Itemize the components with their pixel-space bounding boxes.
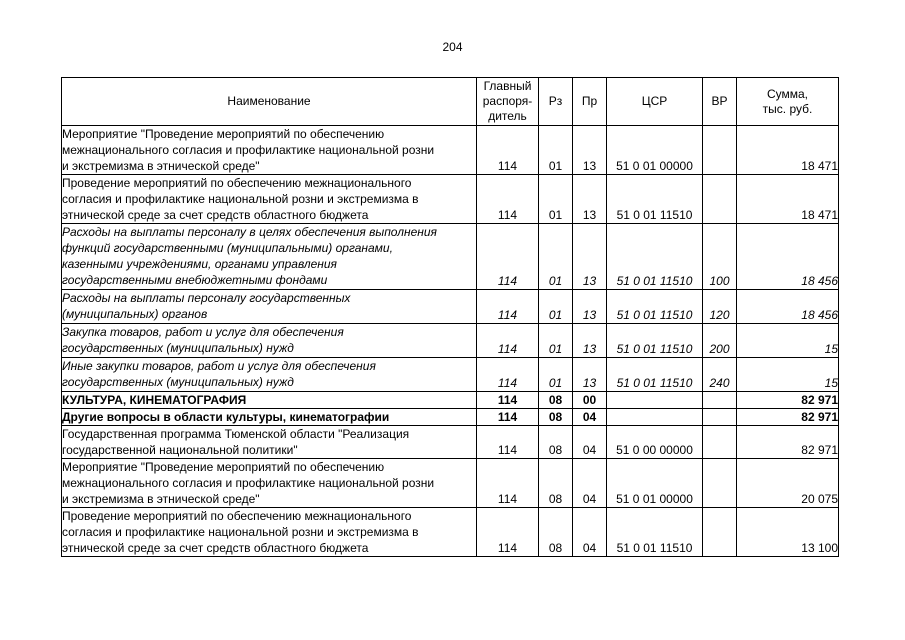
row-rz: 08	[539, 392, 573, 409]
header-row	[62, 78, 839, 126]
row-rz: 08	[539, 426, 573, 459]
row-vr	[703, 409, 737, 426]
row-name: КУЛЬТУРА, КИНЕМАТОГРАФИЯ	[62, 392, 477, 409]
row-rz: 08	[539, 409, 573, 426]
table-row	[62, 290, 839, 324]
row-vr: 100	[703, 224, 737, 290]
row-sum: 18 456	[737, 290, 839, 324]
row-csr: 51 0 01 11510	[607, 324, 703, 358]
row-glavny: 114	[477, 224, 539, 290]
row-pr: 13	[573, 175, 607, 224]
row-pr: 13	[573, 358, 607, 392]
row-name: Проведение мероприятий по обеспечению межнационального согласия и профилактике национальной розни и экстремизма в этнической среде за счет средств областного бюджета	[62, 175, 477, 224]
row-vr	[703, 175, 737, 224]
row-sum: 20 075	[737, 459, 839, 508]
row-name: Проведение мероприятий по обеспечению межнационального согласия и профилактике национальной розни и экстремизма в этнической среде за счет средств областного бюджета	[62, 508, 477, 557]
row-pr: 04	[573, 409, 607, 426]
header-csr: ЦСР	[607, 78, 703, 126]
row-glavny: 114	[477, 508, 539, 557]
row-vr	[703, 392, 737, 409]
header-glavny: Главный распоря- дитель	[477, 78, 539, 126]
row-vr	[703, 126, 737, 175]
row-name: Мероприятие "Проведение мероприятий по обеспечению межнационального согласия и профилактике национальной розни и экстремизма в этнической среде"	[62, 126, 477, 175]
row-sum: 18 471	[737, 126, 839, 175]
row-glavny: 114	[477, 290, 539, 324]
row-csr	[607, 392, 703, 409]
row-sum: 15	[737, 358, 839, 392]
row-glavny: 114	[477, 392, 539, 409]
table-row	[62, 224, 839, 290]
row-vr: 120	[703, 290, 737, 324]
table-row	[62, 508, 839, 557]
row-pr: 13	[573, 126, 607, 175]
row-sum: 82 971	[737, 392, 839, 409]
row-glavny: 114	[477, 426, 539, 459]
row-sum: 18 471	[737, 175, 839, 224]
table-row	[62, 324, 839, 358]
header-pr: Пр	[573, 78, 607, 126]
row-vr	[703, 508, 737, 557]
row-rz: 01	[539, 358, 573, 392]
row-name: Другие вопросы в области культуры, кинематографии	[62, 409, 477, 426]
row-vr: 240	[703, 358, 737, 392]
table-row	[62, 392, 839, 409]
row-csr: 51 0 01 11510	[607, 508, 703, 557]
row-rz: 01	[539, 290, 573, 324]
row-sum: 15	[737, 324, 839, 358]
header-name: Наименование	[62, 78, 477, 126]
row-csr: 51 0 00 00000	[607, 426, 703, 459]
header-rz: Рз	[539, 78, 573, 126]
row-name: Мероприятие "Проведение мероприятий по обеспечению межнационального согласия и профилактике национальной розни и экстремизма в этнической среде"	[62, 459, 477, 508]
row-pr: 00	[573, 392, 607, 409]
row-glavny: 114	[477, 175, 539, 224]
row-pr: 04	[573, 459, 607, 508]
row-sum: 82 971	[737, 409, 839, 426]
header-vr: ВР	[703, 78, 737, 126]
row-csr: 51 0 01 00000	[607, 126, 703, 175]
row-glavny: 114	[477, 358, 539, 392]
row-csr: 51 0 01 00000	[607, 459, 703, 508]
row-name: Государственная программа Тюменской области "Реализация государственной национальной политики"	[62, 426, 477, 459]
row-rz: 01	[539, 224, 573, 290]
row-sum: 13 100	[737, 508, 839, 557]
row-glavny: 114	[477, 126, 539, 175]
table-row	[62, 426, 839, 459]
table-row	[62, 409, 839, 426]
row-pr: 13	[573, 324, 607, 358]
row-sum: 18 456	[737, 224, 839, 290]
row-pr: 13	[573, 224, 607, 290]
row-rz: 08	[539, 459, 573, 508]
row-csr: 51 0 01 11510	[607, 175, 703, 224]
row-rz: 01	[539, 126, 573, 175]
row-pr: 04	[573, 426, 607, 459]
row-rz: 08	[539, 508, 573, 557]
row-csr	[607, 409, 703, 426]
row-name: Иные закупки товаров, работ и услуг для обеспечения государственных (муниципальных) нужд	[62, 358, 477, 392]
row-glavny: 114	[477, 409, 539, 426]
row-vr	[703, 459, 737, 508]
row-vr	[703, 426, 737, 459]
row-pr: 04	[573, 508, 607, 557]
table-row	[62, 358, 839, 392]
row-name: Расходы на выплаты персоналу в целях обеспечения выполнения функций государственными (муниципальными) органами, казенными учреждениями, органами управления государственными внебюджетными фондами	[62, 224, 477, 290]
row-pr: 13	[573, 290, 607, 324]
header-sum: Сумма, тыс. руб.	[737, 78, 839, 126]
row-glavny: 114	[477, 324, 539, 358]
row-csr: 51 0 01 11510	[607, 224, 703, 290]
table-row	[62, 175, 839, 224]
row-glavny: 114	[477, 459, 539, 508]
row-name: Расходы на выплаты персоналу государственных (муниципальных) органов	[62, 290, 477, 324]
page-number: 204	[442, 40, 463, 54]
table-row	[62, 126, 839, 175]
table-row	[62, 459, 839, 508]
row-sum: 82 971	[737, 426, 839, 459]
budget-table	[61, 77, 839, 557]
row-rz: 01	[539, 175, 573, 224]
row-csr: 51 0 01 11510	[607, 358, 703, 392]
row-name: Закупка товаров, работ и услуг для обеспечения государственных (муниципальных) нужд	[62, 324, 477, 358]
row-rz: 01	[539, 324, 573, 358]
row-vr: 200	[703, 324, 737, 358]
row-csr: 51 0 01 11510	[607, 290, 703, 324]
